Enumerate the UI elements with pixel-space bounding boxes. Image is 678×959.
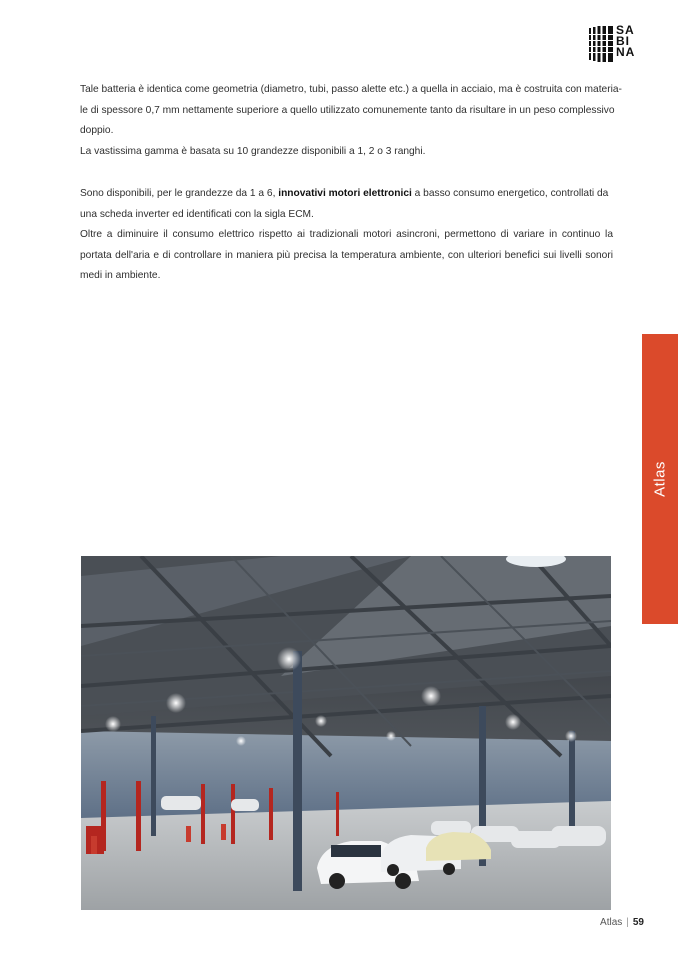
logo-line-3: NA [616,45,636,59]
page-footer [560,917,644,928]
logo-wordmark [616,25,650,58]
logo-line-2: BI [616,34,630,48]
paragraph-line: portata dell'aria e di controllare in maniera più precisa la temperatura ambiente, con ulteriori benefici sui livelli sonori [80,249,613,261]
paragraph-line: Tale batteria è identica come geometria (diametro, tubi, passo alette etc.) a quella in acciaio, ma è costruita con materia- [80,84,622,95]
paragraph-line: una scheda inverter ed identificati con la sigla ECM. [80,208,314,220]
text-run: a basso consumo energetico, controllati da [411,188,609,199]
paragraph-line: doppio. [80,125,114,136]
section-tab-label: Atlas [651,461,669,497]
footer-section-label: Atlas [600,917,623,928]
highlight-text: innovativi motori elettronici [278,188,412,199]
logo-line-1: SA [616,23,635,37]
sabiana-logo [588,23,650,62]
paragraph-battery [80,80,622,162]
paragraph-line: Oltre a diminuire il consumo elettrico rispetto ai tradizionali motori asincroni, permettono di variare in continuo la [80,229,613,240]
paragraph-line: La vastissima gamma è basata su 10 grandezze disponibili a 1, 2 o 3 ranghi. [80,145,426,157]
paragraph-motors [80,184,613,287]
footer-separator: | [626,917,629,928]
logo-halftone-icon [588,26,614,62]
paragraph-line: medi in ambiente. [80,270,161,281]
workshop-photo [81,556,611,910]
text-run: Sono disponibili, per le grandezze da 1 a 6, [80,188,279,199]
paragraph-line [80,184,613,205]
page-number: 59 [632,917,644,928]
section-side-tab [642,334,678,624]
paragraph-line: le di spessore 0,7 mm nettamente superiore a quello utilizzato comunemente tanto da risultare in un peso complessivo [80,104,615,116]
